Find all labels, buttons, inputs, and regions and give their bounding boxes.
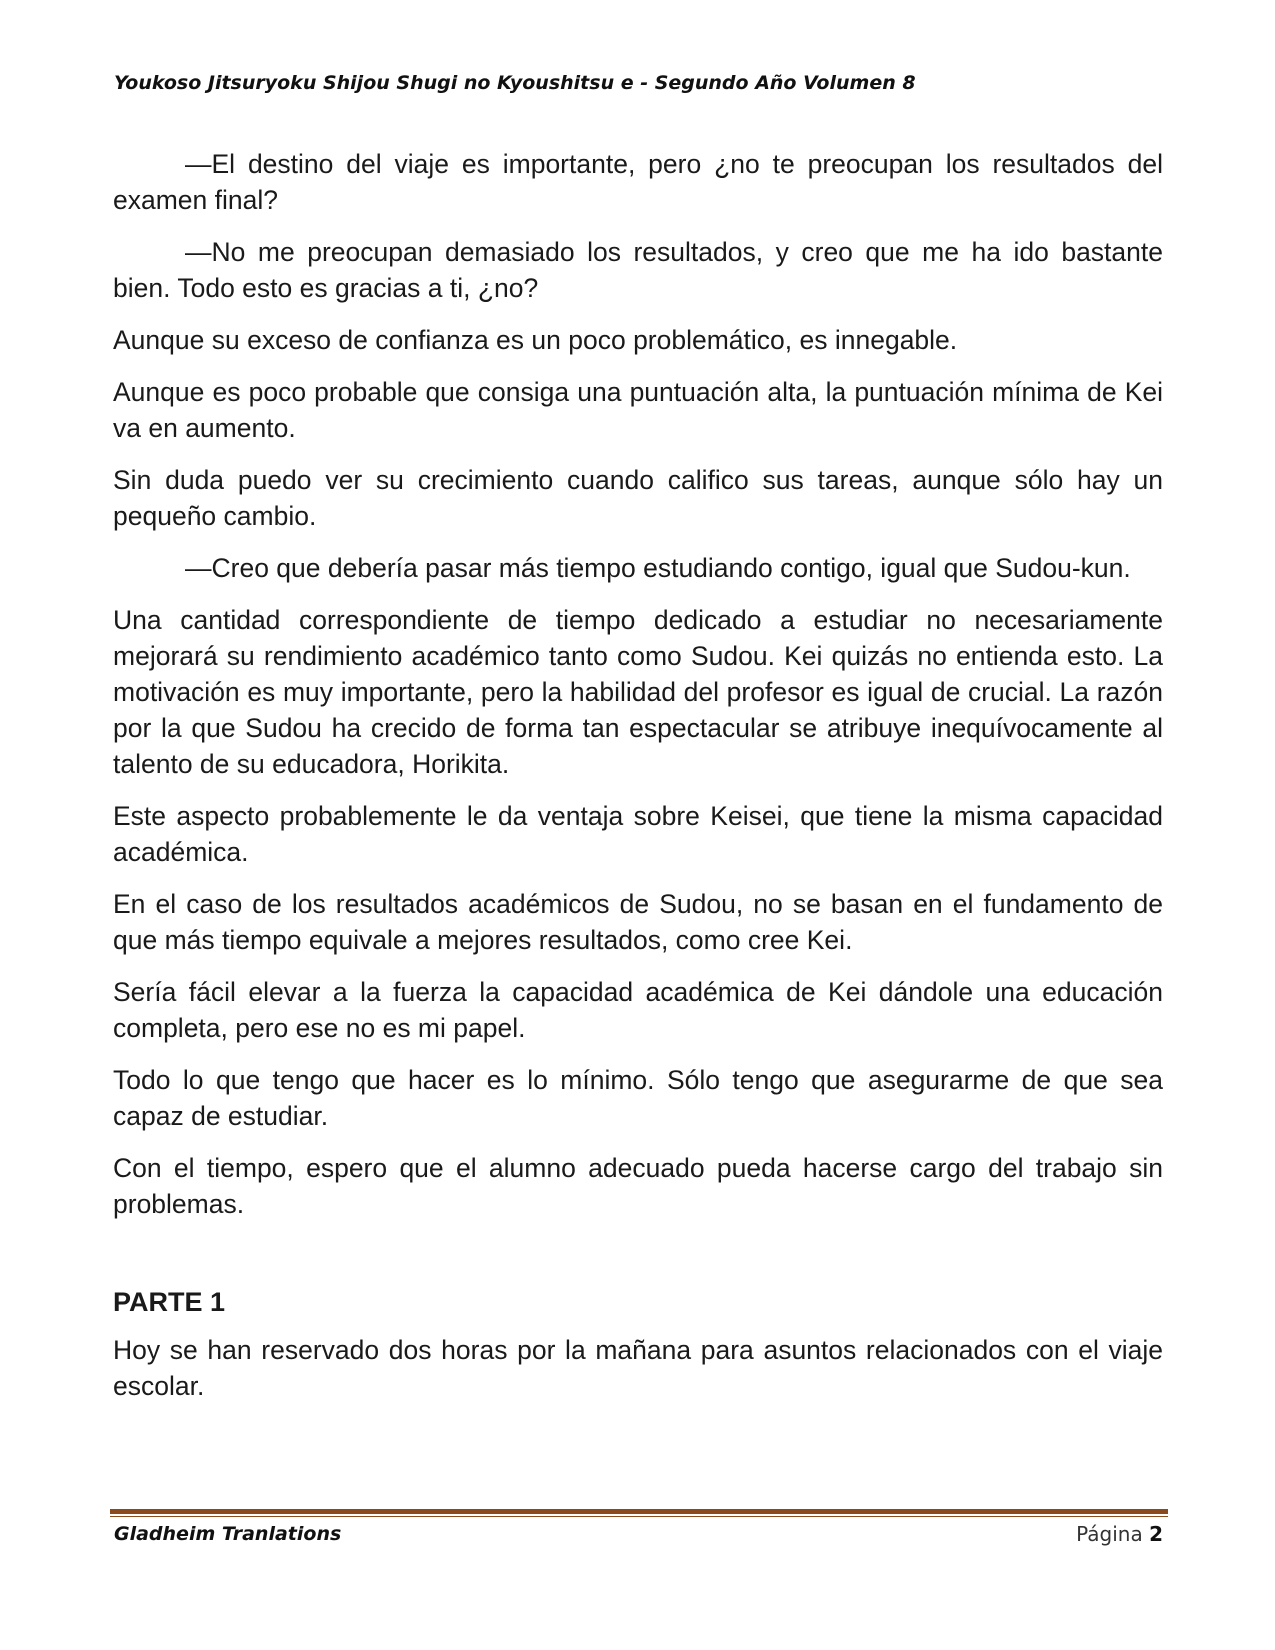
paragraph: Aunque su exceso de confianza es un poco problemático, es innegable. — [113, 325, 958, 355]
page-body — [113, 146, 1163, 1420]
paragraph: Este aspecto probablemente le da ventaja sobre Keisei, que tiene la misma capacidad académica. — [113, 801, 1163, 867]
paragraph: Una cantidad correspondiente de tiempo dedicado a estudiar no necesariamente mejorará su rendimiento académico tanto como Sudou. Kei quizás no entienda esto. La motivación es muy importante, pero la habilidad del profesor es igual de crucial. La razón por la que Sudou ha crecido de forma tan espectacular se atribuye inequívocamente al talento de su educadora, Horikita. — [113, 605, 1163, 779]
section-paragraph: Hoy se han reservado dos horas por la mañana para asuntos relacionados con el viaje escolar. — [113, 1335, 1163, 1401]
paragraph: Sería fácil elevar a la fuerza la capacidad académica de Kei dándole una educación completa, pero ese no es mi papel. — [113, 977, 1163, 1043]
running-header: Youkoso Jitsuryoku Shijou Shugi no Kyoushitsu e - Segundo Año Volumen 8 — [114, 72, 916, 94]
paragraph-dialog: —Creo que debería pasar más tiempo estudiando contigo, igual que Sudou-kun. — [185, 553, 1131, 583]
page-number: 2 — [1149, 1522, 1163, 1546]
footer-translator: Gladheim Tranlations — [114, 1523, 342, 1545]
paragraph: Con el tiempo, espero que el alumno adecuado pueda hacerse cargo del trabajo sin problemas. — [113, 1153, 1163, 1219]
section-heading: PARTE 1 — [113, 1287, 226, 1317]
paragraph: Sin duda puedo ver su crecimiento cuando califico sus tareas, aunque sólo hay un pequeño cambio. — [113, 465, 1163, 531]
footer-divider — [110, 1509, 1168, 1517]
paragraph: En el caso de los resultados académicos de Sudou, no se basan en el fundamento de que más tiempo equivale a mejores resultados, como cree Kei. — [113, 889, 1163, 955]
paragraph-dialog: —El destino del viaje es importante, pero ¿no te preocupan los resultados del examen final? — [113, 149, 1163, 215]
paragraph-dialog: —No me preocupan demasiado los resultados, y creo que me ha ido bastante bien. Todo esto es gracias a ti, ¿no? — [113, 237, 1163, 303]
page-label: Página — [1076, 1522, 1143, 1546]
footer-page — [1076, 1522, 1163, 1546]
paragraph: Aunque es poco probable que consiga una puntuación alta, la puntuación mínima de Kei va en aumento. — [113, 377, 1163, 443]
paragraph: Todo lo que tengo que hacer es lo mínimo. Sólo tengo que asegurarme de que sea capaz de estudiar. — [113, 1065, 1163, 1131]
